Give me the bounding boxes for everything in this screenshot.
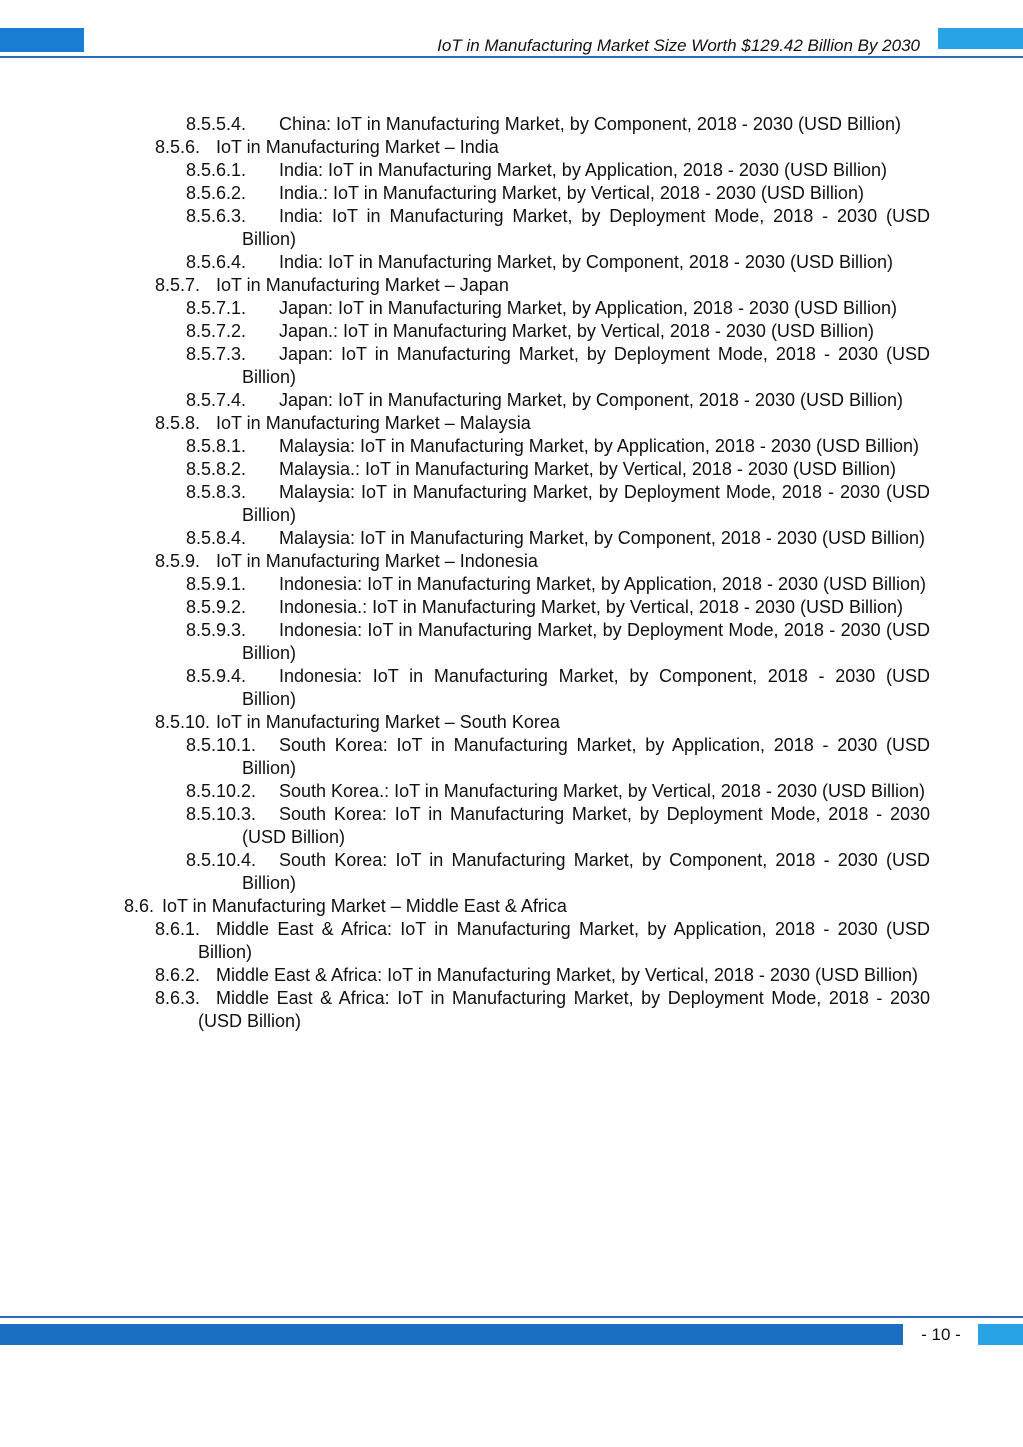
toc-entry — [186, 389, 930, 412]
footer-accent-block-right — [978, 1324, 1023, 1345]
toc-entry-number: 8.6.2. — [155, 965, 201, 985]
toc-entry-number: 8.5.7.2. — [186, 321, 247, 341]
toc-entry-number: 8.5.7. — [155, 275, 201, 295]
toc-entry-text: South Korea: IoT in Manufacturing Market, by Application, 2018 - 2030 (USD Billion) — [242, 735, 930, 778]
toc-entry-text: Indonesia.: IoT in Manufacturing Market, by Vertical, 2018 - 2030 (USD Billion) — [279, 597, 903, 617]
toc-entry — [155, 412, 930, 435]
toc-entry — [186, 297, 930, 320]
toc-entry-text: Japan.: IoT in Manufacturing Market, by Vertical, 2018 - 2030 (USD Billion) — [279, 321, 874, 341]
toc-entry-number: 8.5.6.3. — [186, 206, 247, 226]
toc-entry-number: 8.5.8.3. — [186, 482, 247, 502]
toc-entry — [186, 205, 930, 251]
toc-entry-number: 8.5.9.1. — [186, 574, 247, 594]
toc-entry-text: South Korea.: IoT in Manufacturing Market, by Vertical, 2018 - 2030 (USD Billion) — [279, 781, 925, 801]
toc-entry-text: Middle East & Africa: IoT in Manufacturing Market, by Vertical, 2018 - 2030 (USD Billion) — [216, 965, 918, 985]
toc-entry-number: 8.5.7.1. — [186, 298, 247, 318]
toc-entry-text: IoT in Manufacturing Market – Japan — [216, 275, 509, 295]
toc-entry — [155, 136, 930, 159]
toc-entry-text: South Korea: IoT in Manufacturing Market, by Component, 2018 - 2030 (USD Billion) — [242, 850, 930, 893]
toc-entry-text: IoT in Manufacturing Market – India — [216, 137, 499, 157]
toc-entry-text: Malaysia.: IoT in Manufacturing Market, by Vertical, 2018 - 2030 (USD Billion) — [279, 459, 896, 479]
header-accent-block-right — [938, 28, 1023, 49]
toc-entry — [155, 987, 930, 1033]
toc-entry-text: India.: IoT in Manufacturing Market, by Vertical, 2018 - 2030 (USD Billion) — [279, 183, 864, 203]
toc-entry-text: China: IoT in Manufacturing Market, by Component, 2018 - 2030 (USD Billion) — [279, 114, 901, 134]
toc-entry-text: Indonesia: IoT in Manufacturing Market, by Deployment Mode, 2018 - 2030 (USD Billion) — [242, 620, 930, 663]
toc-entry-text: Malaysia: IoT in Manufacturing Market, by Component, 2018 - 2030 (USD Billion) — [279, 528, 925, 548]
toc-entry-number: 8.5.10.3. — [186, 804, 257, 824]
toc-entry — [186, 182, 930, 205]
toc-entry — [186, 596, 930, 619]
toc-entry — [186, 803, 930, 849]
toc-entry — [155, 711, 930, 734]
toc-entry-number: 8.5.10.2. — [186, 781, 257, 801]
toc-entry — [186, 619, 930, 665]
toc-entry-number: 8.6.1. — [155, 919, 201, 939]
toc-entry-number: 8.5.7.3. — [186, 344, 247, 364]
toc-entry — [186, 573, 930, 596]
toc-entry — [186, 435, 930, 458]
toc-entry — [186, 113, 930, 136]
toc-entry-text: IoT in Manufacturing Market – Malaysia — [216, 413, 531, 433]
toc-entry-text: India: IoT in Manufacturing Market, by Component, 2018 - 2030 (USD Billion) — [279, 252, 893, 272]
toc-entry-number: 8.5.9.3. — [186, 620, 247, 640]
toc-entry-number: 8.5.7.4. — [186, 390, 247, 410]
toc-entry — [186, 849, 930, 895]
toc-entry-number: 8.5.6.1. — [186, 160, 247, 180]
toc-entry-number: 8.5.6. — [155, 137, 201, 157]
toc-entry-number: 8.5.9. — [155, 551, 201, 571]
toc-entry-text: South Korea: IoT in Manufacturing Market, by Deployment Mode, 2018 - 2030 (USD Billion) — [242, 804, 930, 847]
toc-entry-number: 8.5.8.4. — [186, 528, 247, 548]
toc-entry — [186, 159, 930, 182]
toc-entry-number: 8.5.9.4. — [186, 666, 247, 686]
toc-entry — [155, 274, 930, 297]
toc-entry — [186, 458, 930, 481]
toc-entry — [186, 527, 930, 550]
toc-entry-text: IoT in Manufacturing Market – Middle East & Africa — [162, 896, 567, 916]
header-title: IoT in Manufacturing Market Size Worth $129.42 Billion By 2030 — [437, 36, 920, 55]
toc-entry-number: 8.5.6.2. — [186, 183, 247, 203]
toc-entry-text: Japan: IoT in Manufacturing Market, by Application, 2018 - 2030 (USD Billion) — [279, 298, 897, 318]
footer-bar — [0, 1324, 903, 1345]
toc-entry — [155, 964, 930, 987]
toc-entry — [186, 481, 930, 527]
toc-entry-text: Malaysia: IoT in Manufacturing Market, by Application, 2018 - 2030 (USD Billion) — [279, 436, 919, 456]
toc-entry-number: 8.5.10.1. — [186, 735, 257, 755]
toc-entry-text: Malaysia: IoT in Manufacturing Market, by Deployment Mode, 2018 - 2030 (USD Billion) — [242, 482, 930, 525]
toc-entry-text: Japan: IoT in Manufacturing Market, by Deployment Mode, 2018 - 2030 (USD Billion) — [242, 344, 930, 387]
page-number: - 10 - — [921, 1325, 961, 1344]
table-of-contents — [0, 113, 1023, 1033]
toc-entry — [155, 550, 930, 573]
toc-entry — [186, 734, 930, 780]
toc-entry-number: 8.5.8. — [155, 413, 201, 433]
toc-entry-text: IoT in Manufacturing Market – Indonesia — [216, 551, 538, 571]
toc-entry-text: India: IoT in Manufacturing Market, by Application, 2018 - 2030 (USD Billion) — [279, 160, 887, 180]
toc-entry-text: India: IoT in Manufacturing Market, by Deployment Mode, 2018 - 2030 (USD Billion) — [242, 206, 930, 249]
toc-entry — [186, 343, 930, 389]
toc-entry-number: 8.6.3. — [155, 988, 201, 1008]
toc-entry-number: 8.6. — [124, 896, 155, 916]
toc-entry-text: Middle East & Africa: IoT in Manufacturing Market, by Deployment Mode, 2018 - 2030 (USD Billion) — [198, 988, 930, 1031]
toc-entry-number: 8.5.8.2. — [186, 459, 247, 479]
toc-entry-text: Indonesia: IoT in Manufacturing Market, by Application, 2018 - 2030 (USD Billion) — [279, 574, 927, 594]
footer-rule — [0, 1316, 1023, 1318]
toc-entry-number: 8.5.9.2. — [186, 597, 247, 617]
toc-entry-number: 8.5.8.1. — [186, 436, 247, 456]
header-accent-block-left — [0, 28, 84, 52]
toc-entry — [124, 895, 930, 918]
toc-entry — [186, 780, 930, 803]
toc-entry-text: Japan: IoT in Manufacturing Market, by Component, 2018 - 2030 (USD Billion) — [279, 390, 903, 410]
toc-entry-number: 8.5.5.4. — [186, 114, 247, 134]
toc-entry — [186, 251, 930, 274]
toc-entry-text: IoT in Manufacturing Market – South Korea — [216, 712, 560, 732]
toc-entry — [186, 320, 930, 343]
toc-entry — [186, 665, 930, 711]
toc-entry-text: Middle East & Africa: IoT in Manufacturing Market, by Application, 2018 - 2030 (USD Billion) — [198, 919, 930, 962]
header-rule — [0, 56, 1023, 58]
toc-entry-number: 8.5.6.4. — [186, 252, 247, 272]
toc-entry-number: 8.5.10.4. — [186, 850, 257, 870]
toc-entry — [155, 918, 930, 964]
toc-entry-number: 8.5.10. — [155, 712, 211, 732]
toc-entry-text: Indonesia: IoT in Manufacturing Market, by Component, 2018 - 2030 (USD Billion) — [242, 666, 930, 709]
